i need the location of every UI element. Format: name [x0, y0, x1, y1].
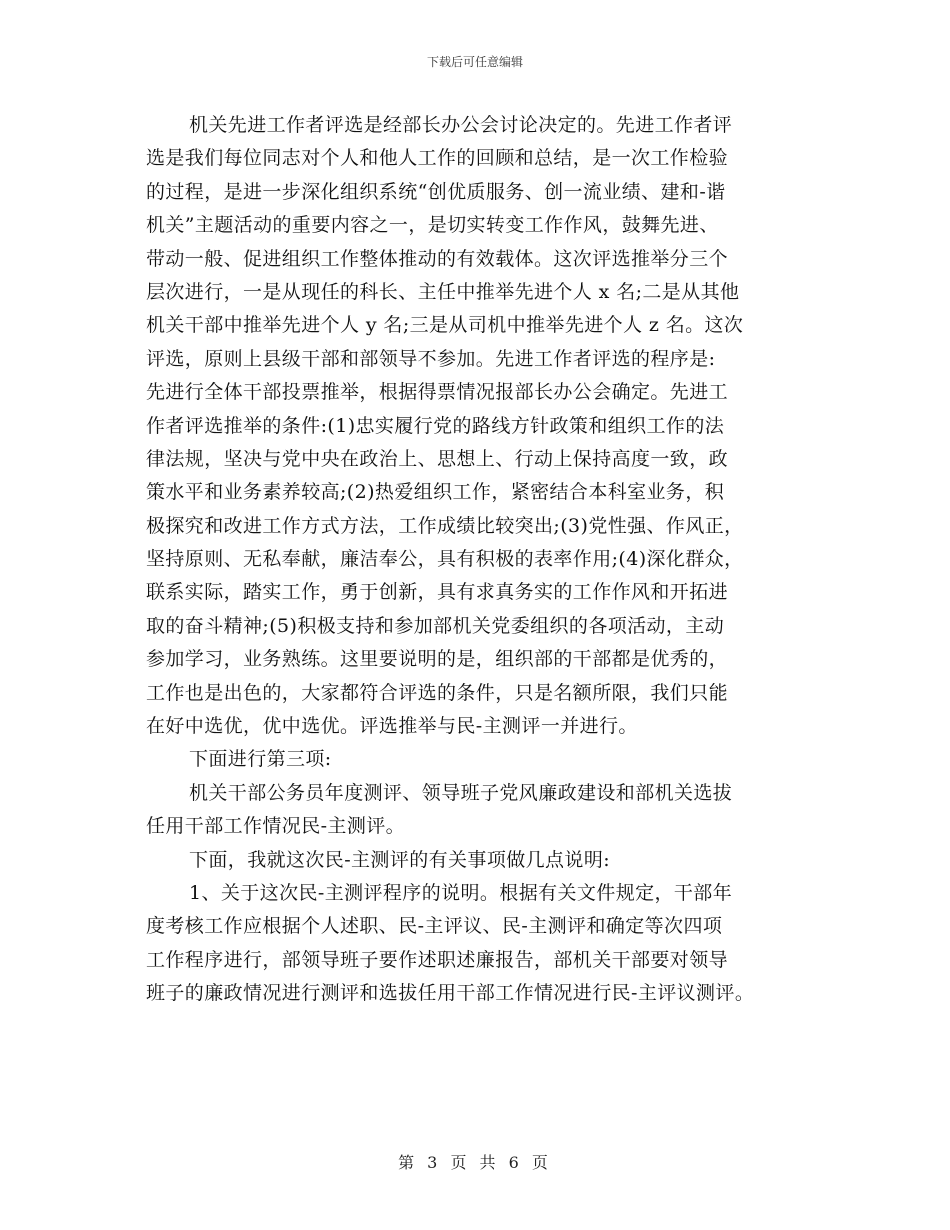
- text-line: 机关干部公务员年度测评、领导班子党风廉政建设和部机关选拔: [189, 781, 733, 804]
- page-header: 下载后可任意编辑: [426, 55, 523, 69]
- text-line: 策水平和业务素养较高;(2)热爱组织工作，紧密结合本科室业务，积: [146, 481, 725, 504]
- text-line: 1、关于这次民-主测评程序的说明。根据有关文件规定，干部年: [189, 881, 733, 904]
- text-line: 参加学习，业务熟练。这里要说明的是，组织部的干部都是优秀的，: [146, 648, 729, 671]
- page-number-footer: 第 3 页 共 6 页: [398, 1153, 552, 1172]
- text-line: 在好中选优，优中选优。评选推举与民-主测评一并进行。: [146, 715, 638, 738]
- text-line: 坚持原则、无私奉献，廉洁奉公，具有积极的表率作用;(4)深化群众，: [146, 548, 744, 571]
- text-line: 工作程序进行，部领导班子要作述职述廉报告，部机关干部要对领导: [146, 948, 729, 971]
- text-line: 机关干部中推举先进个人 y 名;三是从司机中推举先进个人 z 名。这次: [146, 314, 744, 337]
- text-line: 律法规，坚决与党中央在政治上、思想上、行动上保持高度一致，政: [146, 447, 729, 470]
- text-line: 下面进行第三项:: [189, 748, 332, 771]
- text-line: 下面，我就这次民-主测评的有关事项做几点说明:: [189, 848, 611, 871]
- text-line: 选是我们每位同志对个人和他人工作的回顾和总结，是一次工作检验: [146, 147, 729, 170]
- text-line: 机关”主题活动的重要内容之一，是切实转变工作作风，鼓舞先进、: [146, 214, 719, 237]
- text-line: 层次进行，一是从现任的科长、主任中推举先进个人 x 名;二是从其他: [146, 280, 740, 303]
- text-line: 带动一般、促进组织工作整体推动的有效载体。这次评选推举分三个: [146, 247, 729, 270]
- text-line: 作者评选推举的条件:(1)忠实履行党的路线方针政策和组织工作的法: [146, 414, 725, 437]
- text-line: 班子的廉政情况进行测评和选拔任用干部工作情况进行民-主评议测评。: [146, 982, 755, 1005]
- text-line: 机关先进工作者评选是经部长办公会讨论决定的。先进工作者评: [189, 114, 733, 136]
- text-line: 联系实际，踏实工作，勇于创新，具有求真务实的工作作风和开拓进: [146, 581, 729, 604]
- text-line: 任用干部工作情况民-主测评。: [146, 815, 406, 838]
- text-line: 先进行全体干部投票推举，根据得票情况报部长办公会确定。先进工: [146, 381, 729, 404]
- document-body: [146, 109, 816, 1011]
- text-line: 评选，原则上县级干部和部领导不参加。先进工作者评选的程序是:: [146, 347, 716, 370]
- text-line: 的过程，是进一步深化组织系统“创优质服务、创一流业绩、建和-谐: [146, 180, 726, 203]
- text-line: 取的奋斗精神;(5)积极支持和参加部机关党委组织的各项活动，主动: [146, 614, 725, 637]
- text-line: 度考核工作应根据个人述职、民-主评议、民-主测评和确定等次四项: [146, 915, 723, 938]
- text-line: 极探究和改进工作方式方法，工作成绩比较突出;(3)党性强、作风正，: [146, 514, 744, 537]
- text-line: 工作也是出色的，大家都符合评选的条件，只是名额所限，我们只能: [146, 681, 729, 704]
